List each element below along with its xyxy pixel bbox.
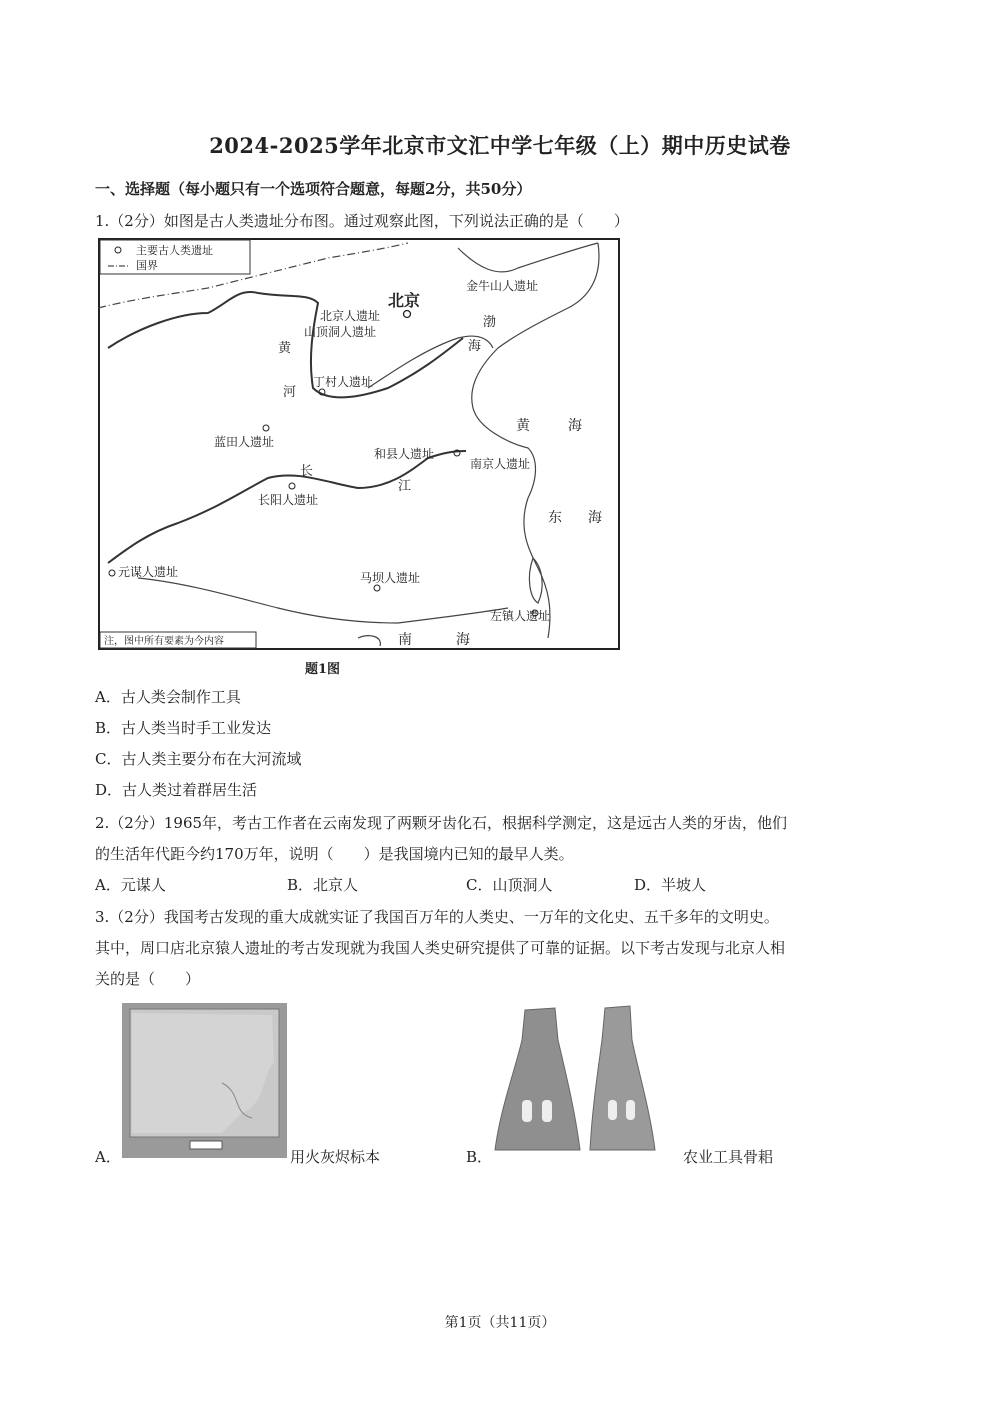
dingcun-label: 丁村人遗址 (313, 375, 374, 389)
maba-label: 马坝人遗址 (360, 571, 421, 585)
map-caption: 题1图 (305, 662, 341, 677)
q3-option-b-letter[interactable]: B． (466, 1148, 493, 1166)
nanhai-nan-label: 南 (398, 632, 412, 648)
jiang-label: 江 (398, 479, 412, 494)
q3-option-a-text[interactable]: 用火灰烬标本 (290, 1148, 381, 1166)
map-svg (98, 238, 620, 650)
huanghai-hai-label: 海 (568, 418, 582, 434)
nanjing-label: 南京人遗址 (470, 457, 531, 471)
hexian-label: 和县人遗址 (374, 447, 435, 461)
yuanmou-label: 元谋人遗址 (118, 565, 179, 579)
page-footer: 第1页（共11页） (444, 1315, 556, 1331)
map-note: 注，图中所有要素为今内容 (104, 636, 224, 647)
q3-option-b-text[interactable]: 农业工具骨耜 (683, 1148, 774, 1166)
question-3-line2: 其中，周口店北京猿人遗址的考古发现就为我国人类史研究提供了可靠的证据。以下考古发现与北京人相 (95, 939, 786, 957)
question-1-stem: 1.（2分）如图是古人类遗址分布图。通过观察此图，下列说法正确的是（ ） (95, 212, 629, 230)
nanhai-hai-label: 海 (456, 632, 470, 648)
huang-label: 黄 (278, 341, 292, 356)
q1-option-b[interactable]: B．古人类当时手工业发达 (95, 719, 272, 737)
q2-option-b[interactable]: B．北京人 (287, 876, 359, 894)
beijing-label: 北京 (388, 291, 421, 310)
page-title: 2024-2025学年北京市文汇中学七年级（上）期中历史试卷 (209, 133, 791, 158)
ash-specimen-image (122, 1003, 287, 1158)
bo-label: 渤 (483, 315, 497, 330)
sdd-label: 山顶洞人遗址 (304, 325, 377, 339)
chang-label: 长 (300, 464, 314, 479)
q1-option-a[interactable]: A．古人类会制作工具 (95, 688, 241, 706)
huanghai-huang-label: 黄 (516, 418, 530, 434)
question-2-line1: 2.（2分）1965年，考古工作者在云南发现了两颗牙齿化石，根据科学测定，这是远古人类的牙齿，他们 (95, 814, 788, 832)
donghai-dong-label: 东 (548, 510, 562, 526)
lantian-label: 蓝田人遗址 (214, 435, 275, 449)
legend-site-label: 主要古人类遗址 (136, 244, 213, 257)
he-label: 河 (283, 385, 297, 400)
changyang-label: 长阳人遗址 (258, 493, 319, 507)
jinniushan-label: 金牛山人遗址 (466, 279, 539, 293)
ancient-sites-map (98, 238, 620, 650)
hai1-label: 海 (468, 339, 482, 354)
q2-option-a[interactable]: A．元谋人 (95, 876, 166, 894)
q1-option-d[interactable]: D．古人类过着群居生活 (95, 781, 258, 799)
legend-border-label: 国界 (136, 259, 158, 272)
q1-option-c[interactable]: C．古人类主要分布在大河流域 (95, 750, 302, 768)
question-3-line3: 关的是（ ） (95, 970, 201, 988)
q2-option-c[interactable]: C．山顶洞人 (466, 876, 553, 894)
section-heading: 一、选择题（每小题只有一个选项符合题意，每题2分，共50分） (95, 180, 532, 198)
q3-option-a-letter[interactable]: A． (95, 1148, 121, 1166)
bjr-label: 北京人遗址 (320, 309, 381, 323)
question-3-line1: 3.（2分）我国考古发现的重大成就实证了我国百万年的人类史、一万年的文化史、五千多年的文明史。 (95, 908, 779, 926)
zuozhen-label: 左镇人遗址 (490, 609, 551, 623)
bone-spade-image (480, 1000, 680, 1160)
question-2-line2: 的生活年代距今约170万年，说明（ ）是我国境内已知的最早人类。 (95, 845, 574, 863)
donghai-hai-label: 海 (588, 510, 602, 526)
q2-option-d[interactable]: D．半坡人 (634, 876, 707, 894)
